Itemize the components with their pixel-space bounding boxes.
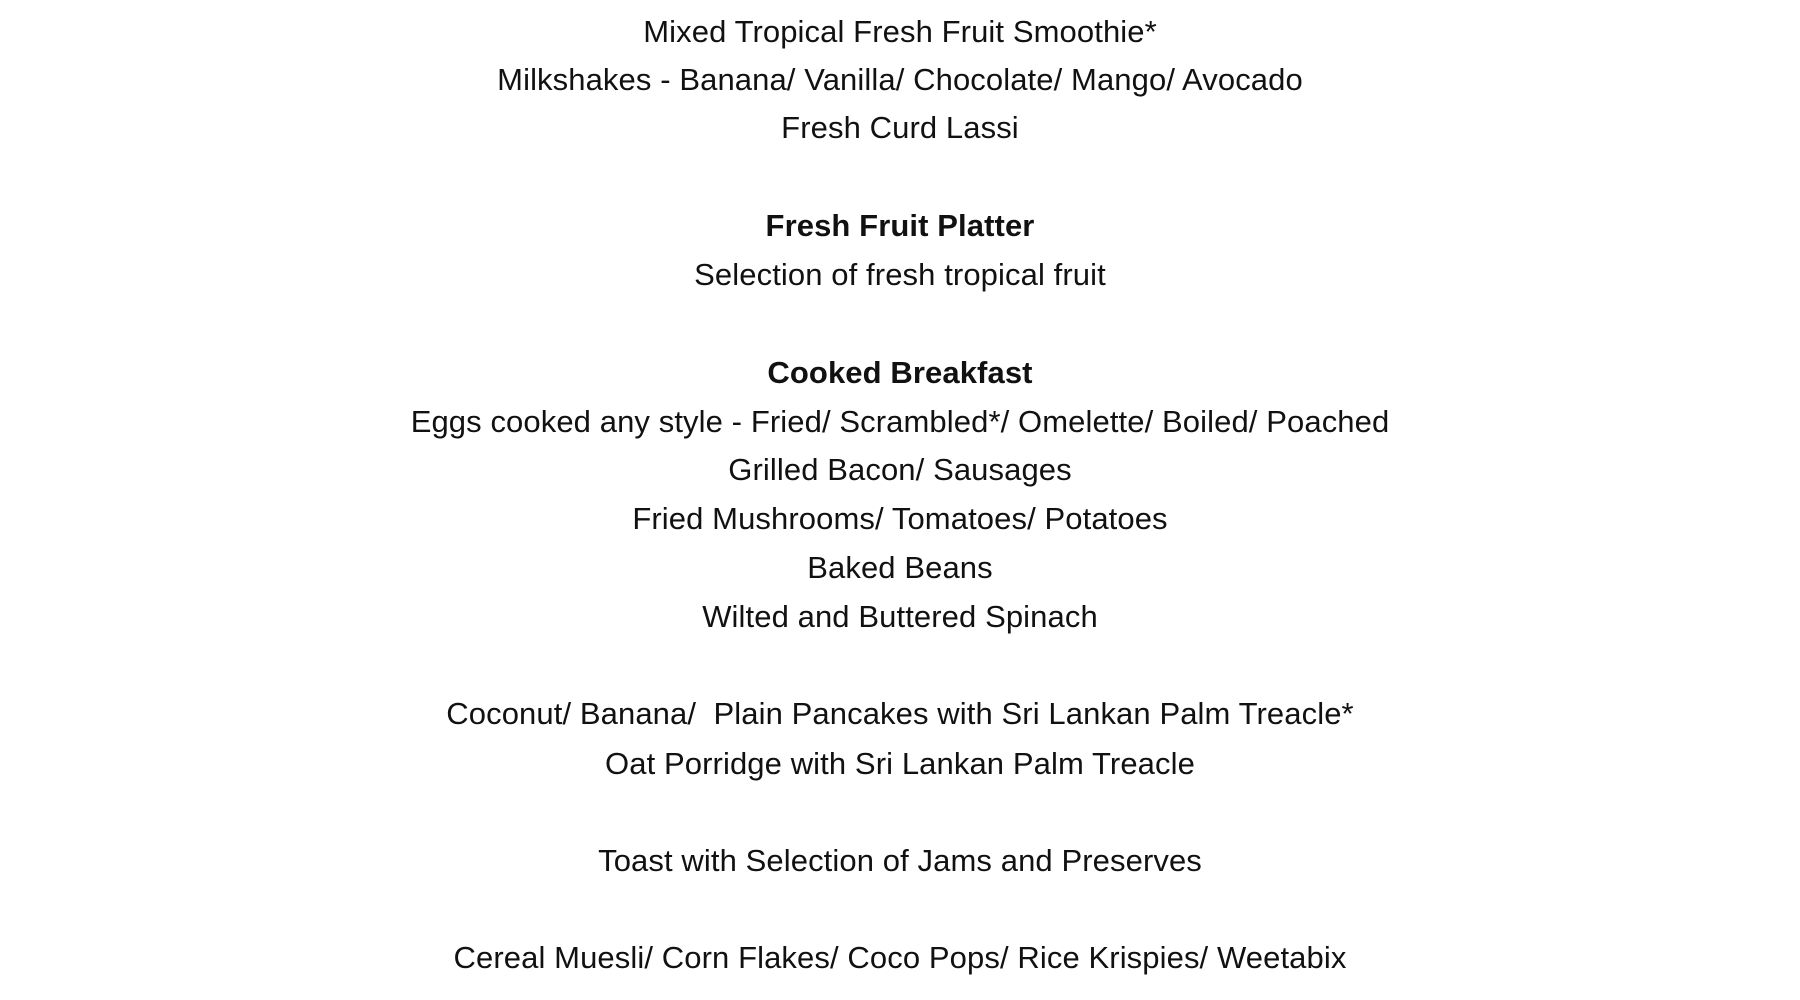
mushrooms-tomatoes-potatoes-item: Fried Mushrooms/ Tomatoes/ Potatoes [632,501,1168,536]
cereal-item: Cereal Muesli/ Corn Flakes/ Coco Pops/ Rice Krispies/ Weetabix [453,940,1347,975]
fruit-platter-heading: Fresh Fruit Platter [765,208,1035,243]
porridge-item: Oat Porridge with Sri Lankan Palm Treacle [605,746,1195,781]
lassi-item: Fresh Curd Lassi [781,110,1019,145]
toast-item: Toast with Selection of Jams and Preserves [598,843,1202,878]
milkshakes-item: Milkshakes - Banana/ Vanilla/ Chocolate/ Mango/ Avocado [497,62,1303,97]
cooked-breakfast-heading: Cooked Breakfast [767,355,1033,390]
baked-beans-item: Baked Beans [807,550,993,585]
smoothie-item: Mixed Tropical Fresh Fruit Smoothie* [643,14,1157,49]
fruit-platter-description: Selection of fresh tropical fruit [694,257,1106,292]
spinach-item: Wilted and Buttered Spinach [702,599,1098,634]
bacon-sausages-item: Grilled Bacon/ Sausages [728,452,1072,487]
pancakes-item: Coconut/ Banana/ Plain Pancakes with Sri Lankan Palm Treacle* [446,696,1354,731]
eggs-item: Eggs cooked any style - Fried/ Scrambled*/ Omelette/ Boiled/ Poached [410,404,1390,439]
